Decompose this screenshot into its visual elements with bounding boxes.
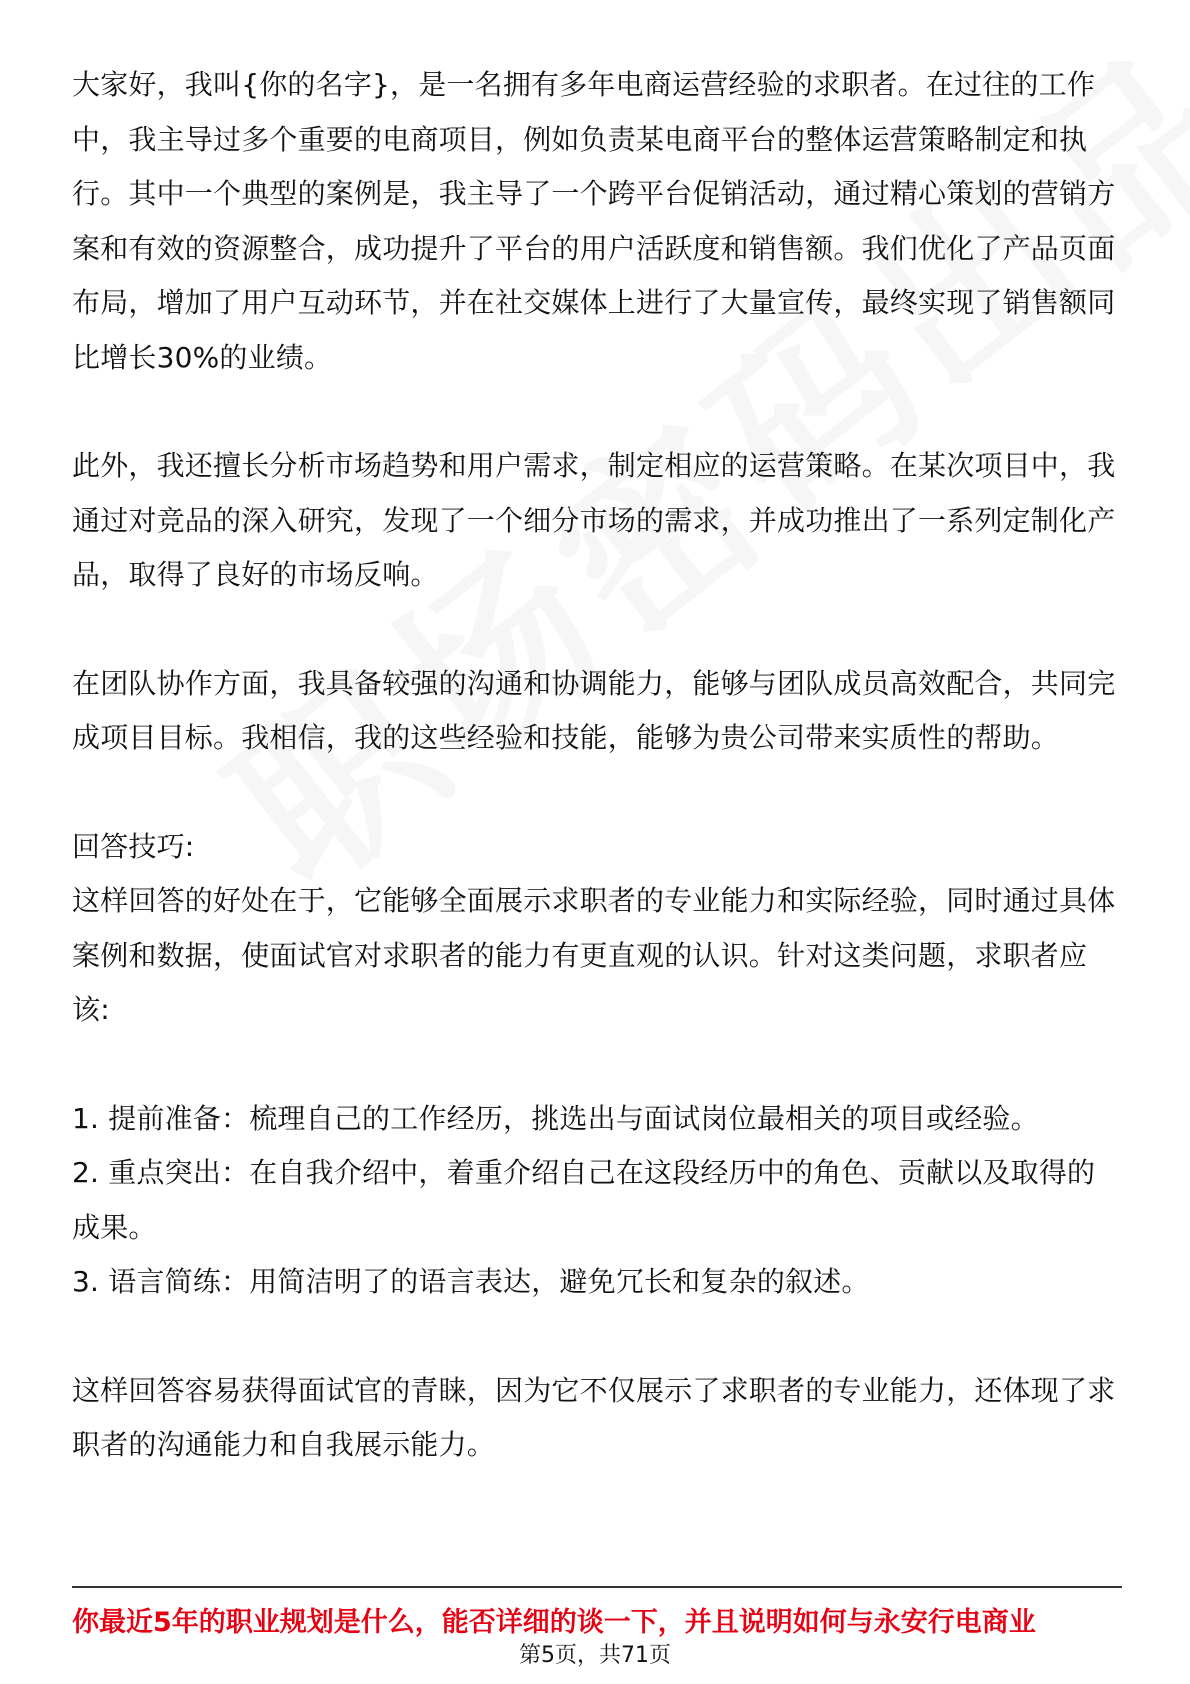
- tip-item-3: 3. 语言简练：用简洁明了的语言表达，避免冗长和复杂的叙述。: [72, 1265, 870, 1298]
- tips-body: 这样回答的好处在于，它能够全面展示求职者的专业能力和实际经验，同时通过具体案例和数据，使面试官对求职者的能力有更直观的认识。针对这类问题，求职者应该:: [72, 884, 1116, 1026]
- spacer: [72, 603, 1122, 657]
- next-question-heading: 你最近5年的职业规划是什么，能否详细的谈一下，并且说明如何与永安行电商业: [72, 1607, 1036, 1638]
- tips-heading: 回答技巧:: [72, 829, 195, 863]
- tip-item-1: 1. 提前准备：梳理自己的工作经历，挑选出与面试岗位最相关的项目或经验。: [72, 1101, 1039, 1135]
- tip-item-2: 2. 重点突出：在自我介绍中，着重介绍自己在这段经历中的角色、贡献以及取得的成果。: [72, 1156, 1096, 1244]
- spacer: [72, 766, 1122, 820]
- paragraph-intro: 大家好，我叫{你的名字}，是一名拥有多年电商运营经验的求职者。在过往的工作中，我主导过多个重要的电商项目，例如负责某电商平台的整体运营策略制定和执行。其中一个典型的案例是，我主导了一个跨平台促销活动，通过精心策划的营销方案和有效的资源整合，成功提升了平台的用户活跃度和销售额。我们优化了产品页面布局，增加了用户互动环节，并在社交媒体上进行了大量宣传，最终实现了销售额同比增长30%的业绩。: [72, 68, 1116, 374]
- divider: [72, 1586, 1122, 1588]
- spacer: [72, 1038, 1122, 1092]
- page-number: 第5页，共71页: [519, 1643, 671, 1668]
- spacer: [72, 385, 1122, 439]
- paragraph-conclusion: 这样回答容易获得面试官的青睐，因为它不仅展示了求职者的专业能力，还体现了求职者的沟通能力和自我展示能力。: [72, 1373, 1116, 1461]
- paragraph-teamwork: 在团队协作方面，我具备较强的沟通和协调能力，能够与团队成员高效配合，共同完成项目目标。我相信，我的这些经验和技能，能够为贵公司带来实质性的帮助。: [72, 666, 1116, 754]
- paragraph-analysis: 此外，我还擅长分析市场趋势和用户需求，制定相应的运营策略。在某次项目中，我通过对竞品的深入研究，发现了一个细分市场的需求，并成功推出了一系列定制化产品，取得了良好的市场反响。: [72, 449, 1116, 591]
- spacer: [72, 1310, 1122, 1364]
- document-body: [72, 58, 1122, 1473]
